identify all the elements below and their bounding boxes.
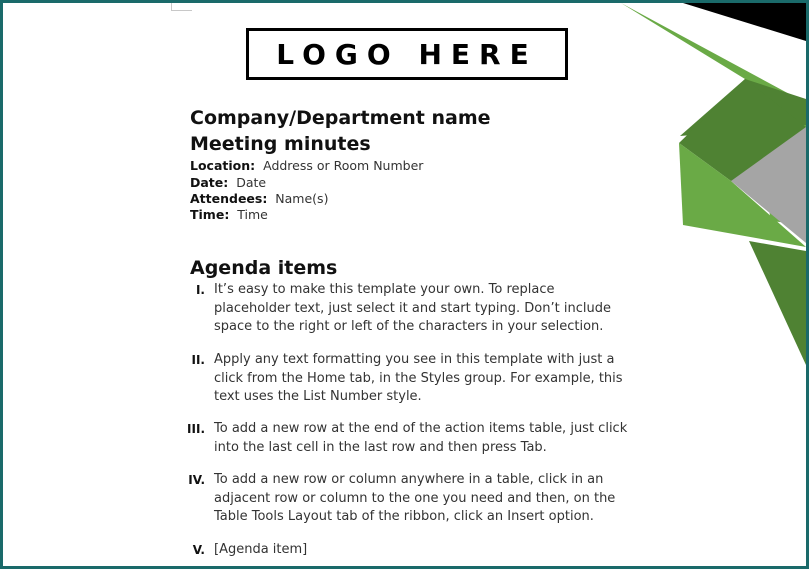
agenda-item-number: V. — [192, 543, 205, 557]
agenda-item-text: To add a new row at the end of the action items table, just click into the last cell in the last row and then press Tab. — [214, 421, 628, 455]
date-line — [190, 175, 266, 191]
page-corner-mark — [171, 3, 192, 11]
agenda-heading: Agenda items — [190, 257, 338, 279]
logo-text: LOGO HERE — [276, 37, 538, 71]
company-name: Company/Department name — [190, 107, 491, 129]
time-label: Time: — [190, 207, 230, 222]
document-title: Meeting minutes — [190, 133, 371, 155]
dark-green-lower-shape — [749, 241, 806, 365]
location-label: Location: — [190, 158, 256, 173]
agenda-item-text: Apply any text formatting you see in this template with just a click from the Home tab, in the Styles group. For example, this text uses the List Number style. — [214, 352, 623, 404]
agenda-item-number: I. — [195, 283, 205, 297]
date-value: Date — [236, 175, 267, 190]
location-line — [190, 158, 423, 174]
date-label: Date: — [190, 175, 229, 190]
time-line — [190, 207, 268, 223]
attendees-line — [190, 191, 328, 207]
agenda-item-number: IV. — [188, 473, 205, 487]
attendees-value: Name(s) — [275, 191, 329, 206]
attendees-label: Attendees: — [190, 191, 268, 206]
time-value: Time — [237, 207, 268, 222]
agenda-item-text: It’s easy to make this template your own. To replace placeholder text, just select it and start typing. Don’t include space to the right or left of the characters in your selection. — [214, 282, 611, 334]
agenda-item-number: II. — [191, 353, 205, 367]
agenda-item-text: To add a new row or column anywhere in a table, click in an adjacent row or column to the one you need and then, on the Table Tools Layout tab of the ribbon, click an Insert option. — [214, 472, 616, 524]
agenda-item-number: III. — [187, 422, 205, 436]
location-value: Address or Room Number — [263, 158, 424, 173]
logo-placeholder — [246, 28, 568, 80]
black-corner-shape — [623, 3, 806, 41]
agenda-item-text: [Agenda item] — [214, 542, 308, 557]
